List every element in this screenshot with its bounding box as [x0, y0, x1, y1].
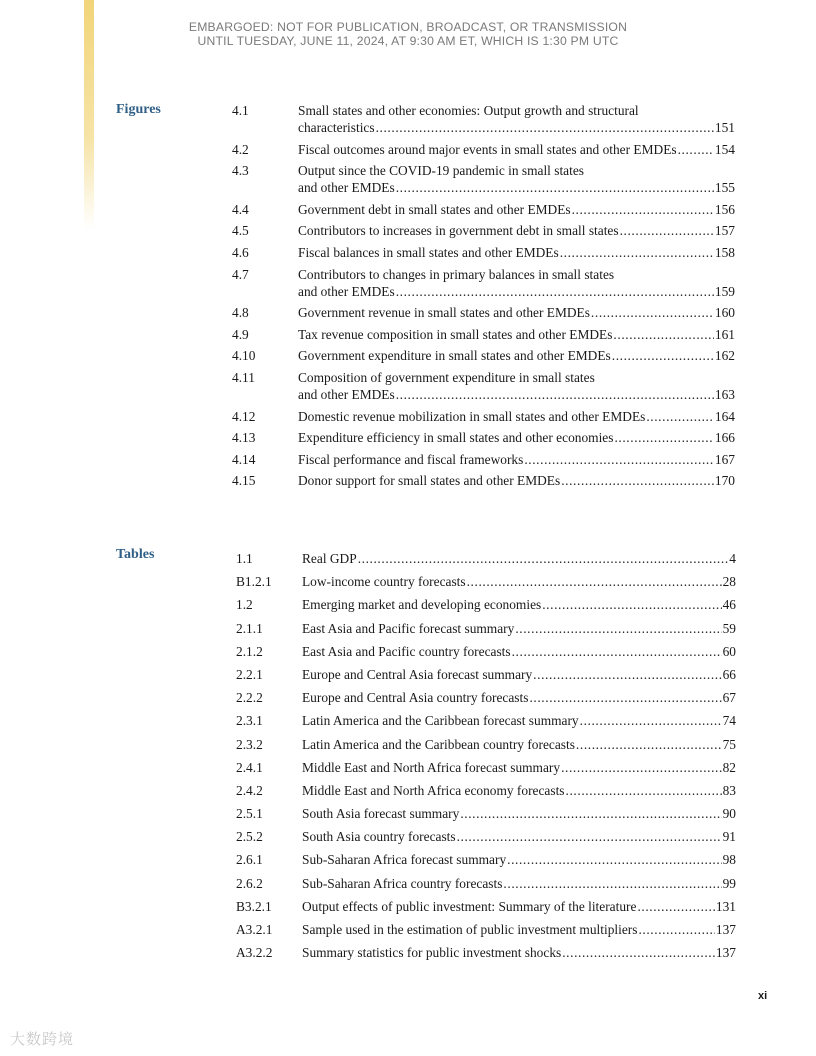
entry-line	[298, 369, 735, 386]
dot-leader	[638, 921, 714, 939]
entry-body	[298, 472, 735, 489]
entry-number: 1.1	[236, 551, 253, 566]
entry-title: South Asia forecast summary	[302, 806, 460, 822]
tables-list	[236, 550, 736, 967]
entry-title: Sub-Saharan Africa forecast summary	[302, 852, 507, 868]
watermark-text: 大数跨境	[10, 1030, 75, 1048]
dot-leader	[561, 759, 722, 777]
entry-title: Contributors to changes in primary balances in small states	[298, 266, 615, 282]
entry-line	[302, 759, 736, 777]
entry-line	[298, 119, 735, 136]
entry-page-number: 167	[714, 451, 735, 467]
dot-leader	[503, 875, 721, 893]
entry-number: B3.2.1	[236, 898, 272, 914]
entry-body	[302, 689, 736, 707]
dot-leader	[467, 573, 722, 591]
entry-line	[302, 620, 736, 638]
entry-page-number: 90	[722, 806, 736, 822]
entry-title: and other EMDEs	[298, 283, 395, 299]
entry-title: Domestic revenue mobilization in small states and other EMDEs	[298, 408, 646, 424]
entry-body	[298, 222, 735, 239]
entry-page-number: 159	[714, 283, 735, 299]
figure-entry[interactable]	[232, 369, 735, 403]
figure-entry[interactable]	[232, 429, 735, 446]
entry-title: Government expenditure in small states and other EMDEs	[298, 348, 611, 364]
dot-leader	[512, 643, 722, 661]
entry-body	[302, 550, 736, 568]
entry-line	[302, 596, 736, 614]
entry-number: 4.10	[232, 348, 256, 364]
entry-page-number: 91	[722, 829, 736, 845]
dot-leader	[591, 304, 714, 321]
entry-line	[302, 689, 736, 707]
entry-body	[298, 347, 735, 364]
entry-body	[298, 201, 735, 218]
entry-line	[298, 102, 735, 119]
entry-page-number: 170	[714, 473, 735, 489]
entry-title: Contributors to increases in government debt in small states	[298, 223, 619, 239]
table-entry[interactable]	[236, 596, 736, 614]
entry-number: 2.6.2	[236, 875, 263, 891]
entry-line	[302, 805, 736, 823]
entry-number: 4.7	[232, 266, 249, 282]
entry-number: 4.2	[232, 141, 249, 157]
entry-page-number: 74	[722, 713, 736, 729]
entry-title: Government revenue in small states and other EMDEs	[298, 305, 590, 321]
entry-line	[302, 550, 736, 568]
dot-leader	[560, 244, 714, 261]
entry-body	[302, 921, 736, 939]
dot-leader	[515, 620, 721, 638]
table-entry[interactable]	[236, 782, 736, 800]
figure-entry[interactable]	[232, 201, 735, 218]
dot-leader	[460, 805, 721, 823]
entry-body	[302, 875, 736, 893]
entry-page-number: 82	[722, 759, 736, 775]
entry-number: B1.2.1	[236, 574, 272, 590]
entry-number: 2.2.1	[236, 666, 263, 682]
entry-body	[302, 573, 736, 591]
entry-number: 2.3.2	[236, 736, 263, 752]
entry-number: 2.5.2	[236, 829, 263, 845]
table-entry[interactable]	[236, 851, 736, 869]
dot-leader	[637, 898, 714, 916]
entry-title: characteristics	[298, 120, 375, 135]
entry-title: East Asia and Pacific country forecasts	[302, 643, 511, 659]
entry-body	[298, 451, 735, 468]
figure-entry[interactable]	[232, 451, 735, 468]
entry-number: 2.4.2	[236, 782, 263, 798]
entry-page-number: 157	[714, 223, 735, 239]
table-entry[interactable]	[236, 875, 736, 893]
entry-line	[298, 201, 735, 218]
entry-body	[302, 782, 736, 800]
entry-body	[302, 805, 736, 823]
entry-body	[302, 712, 736, 730]
table-entry[interactable]	[236, 666, 736, 684]
entry-number: 4.13	[232, 430, 256, 446]
figure-entry[interactable]	[232, 266, 735, 300]
entry-line	[298, 244, 735, 261]
entry-page-number: 161	[714, 326, 735, 342]
figure-entry[interactable]	[232, 141, 735, 158]
entry-number: 4.15	[232, 473, 256, 489]
dot-leader	[580, 712, 722, 730]
entry-page-number: 137	[715, 922, 736, 937]
entry-line	[302, 875, 736, 893]
entry-title: South Asia country forecasts	[302, 829, 456, 845]
entry-number: 1.2	[236, 597, 253, 613]
entry-body	[302, 944, 736, 962]
table-entry[interactable]	[236, 898, 736, 916]
dot-leader	[566, 782, 722, 800]
figures-list	[232, 102, 735, 494]
entry-number: 2.5.1	[236, 806, 263, 822]
entry-line	[298, 222, 735, 239]
entry-number: 4.6	[232, 244, 249, 260]
entry-number: 4.12	[232, 408, 256, 424]
entry-page-number: 156	[714, 201, 735, 217]
entry-number: A3.2.1	[236, 922, 273, 937]
entry-line	[302, 782, 736, 800]
entry-page-number: 131	[715, 898, 736, 914]
entry-line	[298, 472, 735, 489]
entry-line	[302, 898, 736, 916]
entry-number: 4.11	[232, 369, 255, 385]
entry-body	[298, 141, 735, 158]
entry-line	[302, 573, 736, 591]
entry-line	[302, 828, 736, 846]
entry-body	[302, 736, 736, 754]
dot-leader	[396, 386, 714, 403]
entry-body	[302, 643, 736, 661]
entry-title: Emerging market and developing economies	[302, 597, 542, 613]
watermark-logo	[10, 1028, 74, 1049]
entry-number: 2.6.1	[236, 852, 263, 868]
entry-number: 2.1.2	[236, 643, 263, 659]
dot-leader	[529, 689, 721, 707]
table-entry[interactable]	[236, 712, 736, 730]
entry-page-number: 67	[722, 690, 736, 706]
entry-page-number: 158	[714, 244, 735, 260]
entry-page-number: 137	[715, 945, 736, 961]
entry-title: Latin America and the Caribbean country forecasts	[302, 736, 575, 752]
figure-entry[interactable]	[232, 326, 735, 343]
dot-leader	[620, 222, 714, 239]
entry-page-number: 46	[722, 597, 736, 613]
entry-title: Summary statistics for public investment shocks	[302, 945, 562, 961]
entry-line	[298, 429, 735, 446]
entry-body	[302, 666, 736, 684]
entry-body	[302, 596, 736, 614]
dot-leader	[507, 851, 721, 869]
entry-line	[298, 304, 735, 321]
dot-leader	[613, 326, 713, 343]
entry-page-number: 155	[714, 180, 735, 196]
entry-body	[298, 369, 735, 403]
entry-page-number: 98	[722, 852, 736, 868]
entry-title: Fiscal balances in small states and other EMDEs	[298, 244, 559, 260]
dot-leader	[561, 472, 714, 489]
entry-title: Sample used in the estimation of public investment multipliers	[302, 922, 638, 937]
entry-title: Small states and other economies: Output growth and structural	[298, 103, 639, 118]
entry-body	[302, 759, 736, 777]
entry-line	[298, 326, 735, 343]
entry-body	[302, 620, 736, 638]
entry-title: Donor support for small states and other EMDEs	[298, 473, 561, 489]
entry-number: 4.4	[232, 201, 249, 217]
entry-title: Europe and Central Asia country forecasts	[302, 690, 529, 706]
table-entry[interactable]	[236, 828, 736, 846]
page-number: xi	[758, 990, 768, 1002]
entry-line	[298, 266, 735, 283]
entry-page-number: 162	[714, 348, 735, 364]
entry-title: and other EMDEs	[298, 386, 395, 402]
entry-line	[298, 179, 735, 196]
dot-leader	[533, 666, 721, 684]
entry-line	[298, 283, 735, 300]
embargo-line-1: EMBARGOED: NOT FOR PUBLICATION, BROADCAST, OR TRANSMISSION	[188, 20, 628, 34]
table-entry[interactable]	[236, 643, 736, 661]
entry-line	[298, 386, 735, 403]
entry-title: Latin America and the Caribbean forecast summary	[302, 713, 579, 729]
entry-page-number: 99	[722, 875, 736, 891]
table-entry[interactable]	[236, 736, 736, 754]
figure-entry[interactable]	[232, 347, 735, 364]
table-entry[interactable]	[236, 921, 736, 939]
table-entry[interactable]	[236, 573, 736, 591]
dot-leader	[542, 596, 721, 614]
entry-page-number: 164	[714, 408, 735, 424]
entry-body	[298, 304, 735, 321]
entry-number: 4.1	[232, 103, 249, 118]
margin-accent-bar	[84, 0, 94, 230]
entry-line	[302, 736, 736, 754]
dot-leader	[396, 179, 714, 196]
entry-line	[302, 851, 736, 869]
entry-line	[298, 451, 735, 468]
entry-title: Middle East and North Africa economy forecasts	[302, 782, 565, 798]
entry-line	[302, 666, 736, 684]
entry-page-number: 4	[729, 551, 736, 566]
table-entry[interactable]	[236, 689, 736, 707]
entry-body	[298, 429, 735, 446]
entry-page-number: 166	[714, 430, 735, 446]
figure-entry[interactable]	[232, 304, 735, 321]
entry-title: Output effects of public investment: Summary of the literature	[302, 898, 637, 914]
dot-leader	[376, 119, 714, 136]
entry-number: 4.9	[232, 326, 249, 342]
dot-leader	[562, 944, 715, 962]
entry-page-number: 60	[722, 643, 736, 659]
entry-line	[302, 712, 736, 730]
figure-entry[interactable]	[232, 162, 735, 196]
entry-page-number: 66	[722, 666, 736, 682]
table-entry[interactable]	[236, 620, 736, 638]
entry-number: 4.5	[232, 223, 249, 239]
entry-page-number: 83	[722, 782, 736, 798]
entry-body	[298, 408, 735, 425]
entry-line	[298, 347, 735, 364]
entry-title: Composition of government expenditure in small states	[298, 369, 595, 385]
entry-title: Expenditure efficiency in small states and other economies	[298, 430, 614, 446]
entry-page-number: 59	[722, 620, 736, 636]
table-entry[interactable]	[236, 759, 736, 777]
entry-title: Government debt in small states and other EMDEs	[298, 201, 571, 217]
entry-title: Low-income country forecasts	[302, 574, 466, 590]
entry-number: 4.14	[232, 451, 256, 467]
dot-leader	[396, 283, 714, 300]
figure-entry[interactable]	[232, 222, 735, 239]
dot-leader	[678, 141, 714, 158]
embargo-notice	[150, 20, 666, 48]
entry-title: and other EMDEs	[298, 180, 395, 196]
entry-title: Output since the COVID-19 pandemic in small states	[298, 163, 584, 179]
entry-number: 2.1.1	[236, 620, 263, 636]
entry-body	[298, 162, 735, 196]
entry-page-number: 151	[714, 120, 735, 135]
entry-number: 2.4.1	[236, 759, 263, 775]
table-entry[interactable]	[236, 944, 736, 962]
entry-line	[298, 162, 735, 179]
entry-line	[302, 643, 736, 661]
dot-leader	[646, 408, 714, 425]
figures-heading: Figures	[116, 102, 161, 117]
entry-line	[302, 921, 736, 939]
entry-body	[302, 851, 736, 869]
entry-body	[302, 898, 736, 916]
entry-body	[302, 828, 736, 846]
dot-leader	[612, 347, 714, 364]
figure-entry[interactable]	[232, 244, 735, 261]
table-entry[interactable]	[236, 550, 736, 568]
entry-number: 2.3.1	[236, 713, 263, 729]
table-entry[interactable]	[236, 805, 736, 823]
dot-leader	[572, 201, 714, 218]
entry-body	[298, 102, 735, 136]
entry-number: 2.2.2	[236, 690, 263, 706]
entry-title: Real GDP	[302, 551, 357, 566]
entry-number: 4.3	[232, 163, 249, 179]
entry-title: Europe and Central Asia forecast summary	[302, 666, 533, 682]
dot-leader	[358, 550, 729, 568]
entry-line	[302, 944, 736, 962]
entry-number: A3.2.2	[236, 945, 273, 961]
entry-number: 4.8	[232, 305, 249, 321]
entry-page-number: 28	[722, 574, 736, 590]
dot-leader	[457, 828, 722, 846]
entry-title: Middle East and North Africa forecast summary	[302, 759, 561, 775]
entry-title: Fiscal outcomes around major events in small states and other EMDEs	[298, 141, 677, 157]
dot-leader	[614, 429, 713, 446]
dot-leader	[524, 451, 714, 468]
tables-heading: Tables	[116, 547, 155, 562]
entry-line	[298, 408, 735, 425]
entry-page-number: 160	[714, 305, 735, 321]
entry-title: Fiscal performance and fiscal frameworks	[298, 451, 524, 467]
entry-body	[298, 244, 735, 261]
entry-body	[298, 326, 735, 343]
figure-entry[interactable]	[232, 102, 735, 136]
embargo-line-2: UNTIL TUESDAY, JUNE 11, 2024, AT 9:30 AM ET, WHICH IS 1:30 PM UTC	[197, 34, 619, 48]
figure-entry[interactable]	[232, 408, 735, 425]
entry-page-number: 163	[714, 386, 735, 402]
figure-entry[interactable]	[232, 472, 735, 489]
dot-leader	[576, 736, 722, 754]
entry-line	[298, 141, 735, 158]
entry-body	[298, 266, 735, 300]
entry-title: Sub-Saharan Africa country forecasts	[302, 875, 503, 891]
entry-title: East Asia and Pacific forecast summary	[302, 620, 515, 636]
entry-title: Tax revenue composition in small states and other EMDEs	[298, 326, 613, 342]
entry-page-number: 154	[714, 141, 735, 157]
entry-page-number: 75	[722, 736, 736, 752]
